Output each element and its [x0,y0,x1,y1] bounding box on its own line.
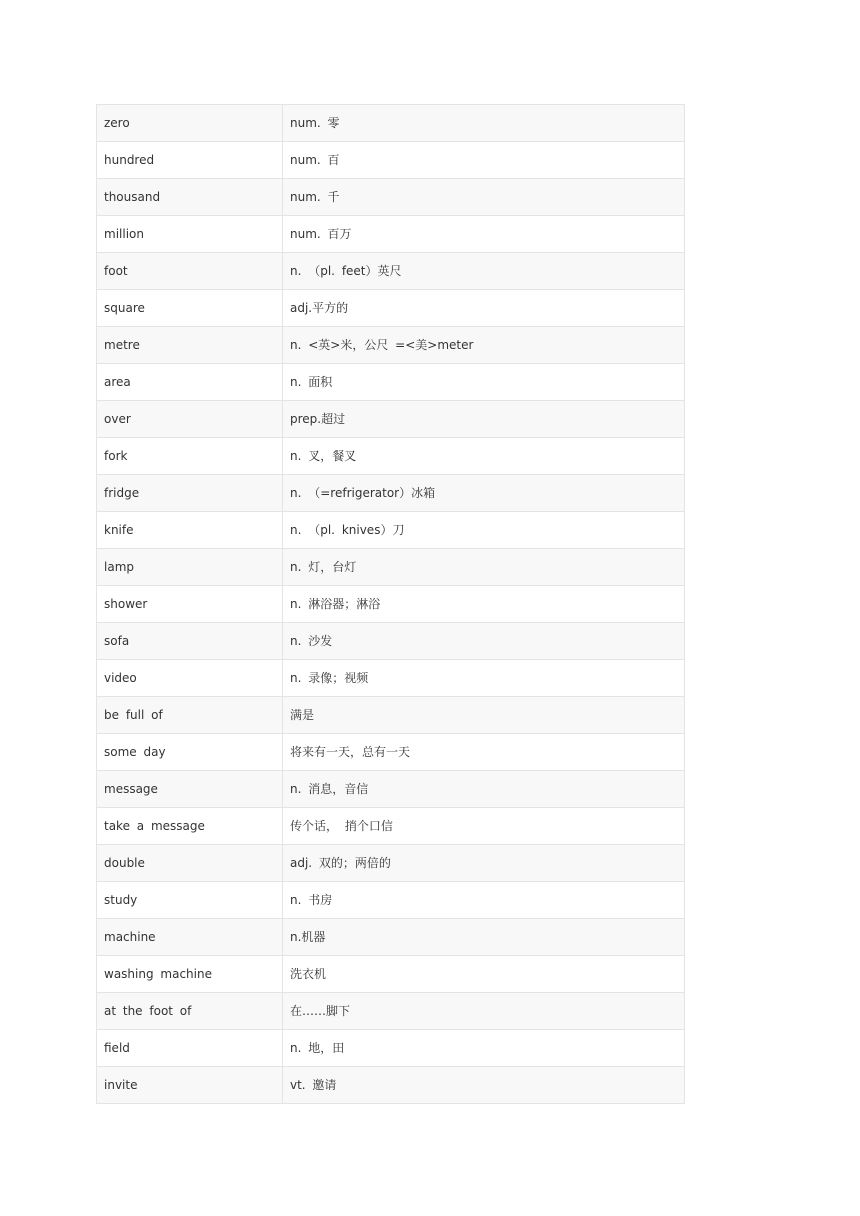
table-row [97,475,685,512]
definition-cell: num. 百 [283,142,685,179]
definition-cell: n. 录像；视频 [283,660,685,697]
word-cell: lamp [97,549,283,586]
definition-cell: n. 面积 [283,364,685,401]
table-row [97,660,685,697]
word-cell: washing machine [97,956,283,993]
definition-cell: n. 书房 [283,882,685,919]
table-row [97,623,685,660]
definition-cell: 传个话， 捎个口信 [283,808,685,845]
word-cell: at the foot of [97,993,283,1030]
definition-cell: n. 消息，音信 [283,771,685,808]
word-cell: take a message [97,808,283,845]
word-cell: machine [97,919,283,956]
table-row [97,179,685,216]
word-cell: area [97,364,283,401]
table-row [97,956,685,993]
table-row [97,808,685,845]
word-cell: over [97,401,283,438]
definition-cell: num. 百万 [283,216,685,253]
table-row [97,142,685,179]
table-row [97,771,685,808]
definition-cell: num. 零 [283,105,685,142]
table-row [97,253,685,290]
definition-cell: 在……脚下 [283,993,685,1030]
word-cell: knife [97,512,283,549]
table-row [97,327,685,364]
word-cell: be full of [97,697,283,734]
table-row [97,1067,685,1104]
definition-cell: n.机器 [283,919,685,956]
table-row [97,586,685,623]
word-cell: hundred [97,142,283,179]
definition-cell: 满是 [283,697,685,734]
word-cell: shower [97,586,283,623]
definition-cell: 将来有一天，总有一天 [283,734,685,771]
vocabulary-table-body [97,105,685,1104]
word-cell: some day [97,734,283,771]
word-cell: zero [97,105,283,142]
table-row [97,216,685,253]
definition-cell: adj.平方的 [283,290,685,327]
definition-cell: n. <英>米，公尺 =<美>meter [283,327,685,364]
definition-cell: n. （=refrigerator）冰箱 [283,475,685,512]
table-row [97,364,685,401]
table-row [97,512,685,549]
word-cell: fridge [97,475,283,512]
table-row [97,105,685,142]
table-row [97,845,685,882]
definition-cell: adj. 双的；两倍的 [283,845,685,882]
table-row [97,919,685,956]
table-row [97,1030,685,1067]
definition-cell: n. 叉，餐叉 [283,438,685,475]
table-row [97,438,685,475]
word-cell: sofa [97,623,283,660]
word-cell: double [97,845,283,882]
word-cell: field [97,1030,283,1067]
table-row [97,993,685,1030]
definition-cell: n. （pl. knives）刀 [283,512,685,549]
definition-cell: prep.超过 [283,401,685,438]
definition-cell: n. 地，田 [283,1030,685,1067]
table-row [97,549,685,586]
table-row [97,697,685,734]
word-cell: million [97,216,283,253]
table-row [97,734,685,771]
definition-cell: n. 沙发 [283,623,685,660]
word-cell: message [97,771,283,808]
definition-cell: num. 千 [283,179,685,216]
table-row [97,290,685,327]
vocabulary-table [96,104,685,1104]
definition-cell: n. 淋浴器；淋浴 [283,586,685,623]
definition-cell: n. （pl. feet）英尺 [283,253,685,290]
definition-cell: 洗衣机 [283,956,685,993]
word-cell: invite [97,1067,283,1104]
table-row [97,401,685,438]
word-cell: thousand [97,179,283,216]
definition-cell: n. 灯，台灯 [283,549,685,586]
word-cell: study [97,882,283,919]
word-cell: foot [97,253,283,290]
word-cell: square [97,290,283,327]
word-cell: video [97,660,283,697]
word-cell: metre [97,327,283,364]
word-cell: fork [97,438,283,475]
definition-cell: vt. 邀请 [283,1067,685,1104]
table-row [97,882,685,919]
